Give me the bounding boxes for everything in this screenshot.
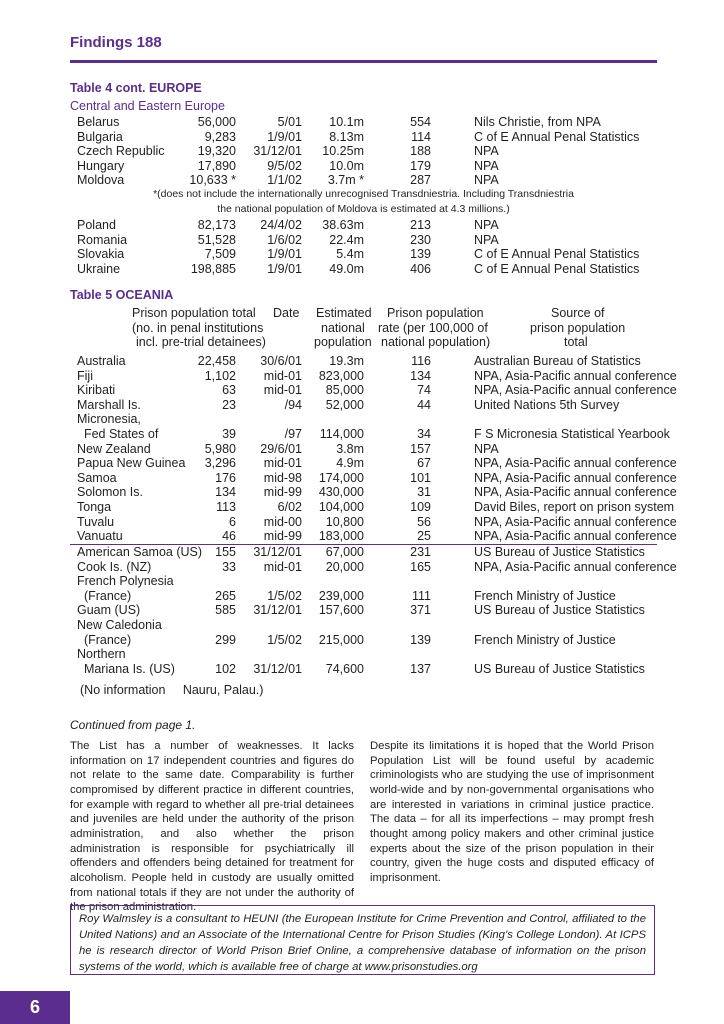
cell-rate: 109	[410, 499, 431, 514]
table5-no-info: (No information Nauru, Palau.)	[80, 683, 264, 697]
cell-date: 1/9/01	[267, 247, 302, 262]
table4-rows-a	[0, 115, 724, 188]
header-nat-3: population	[314, 335, 372, 350]
table-row	[0, 471, 724, 486]
header-pop-1: Prison population total	[132, 306, 256, 320]
table-row	[0, 589, 724, 604]
article-right-column: Despite its limitations it is hoped that the World Prison Population List will be found useful by academic criminologists who are studying the use of imprisonment world-wide and by non-governmental organisations who are interested in variations in criminal justice practice. The data – for all its imperfections – may prompt fresh thought among policy makers and other criminal justice experts about the size of the prison population in their country, given the huge costs and disputed efficacy of imprisonment.	[370, 740, 654, 884]
table-row	[0, 500, 724, 515]
cell-rate: 139	[410, 632, 431, 647]
cell-date: 31/12/01	[253, 144, 302, 159]
cell-nat: 8.13m	[329, 129, 364, 144]
cell-rate: 134	[410, 368, 431, 383]
table5-title: Table 5 OCEANIA	[70, 288, 174, 302]
table-row	[0, 633, 724, 648]
cell-nat: 10.25m	[322, 144, 364, 159]
cell-date: 30/6/01	[260, 354, 302, 368]
table-row	[0, 247, 724, 262]
cell-country: (France)	[77, 632, 132, 647]
cell-rate: 114	[411, 129, 431, 144]
table4-note-2: the national population of Moldova is estimated at 4.3 millions.)	[217, 203, 510, 215]
cell-date: mid-98	[263, 470, 302, 485]
table-row	[0, 233, 724, 248]
cell-date: 31/12/01	[253, 603, 302, 618]
cell-source: NPA, Asia-Pacific annual conference	[474, 514, 677, 529]
cell-nat: 52,000	[325, 397, 364, 412]
table-row	[0, 456, 724, 471]
header-pop-3: incl. pre-trial detainees)	[136, 335, 266, 350]
cell-country: Poland	[77, 218, 116, 232]
cell-rate: 230	[410, 232, 431, 247]
table4-rows-b	[0, 218, 724, 276]
cell-source: NPA	[474, 232, 499, 247]
table-row	[0, 398, 724, 413]
cell-rate: 231	[410, 545, 431, 559]
cell-nat: 215,000	[318, 632, 364, 647]
cell-pop: 585	[215, 603, 236, 618]
cell-nat: 430,000	[318, 485, 364, 500]
cell-rate: 165	[410, 559, 431, 574]
running-header: Findings 188	[70, 34, 162, 51]
cell-country: Cook Is. (NZ)	[77, 559, 152, 574]
table-row	[0, 603, 724, 618]
cell-pop: 1,102	[204, 368, 236, 383]
cell-source: NPA	[474, 218, 499, 232]
cell-pop: 33	[222, 559, 236, 574]
header-src-3: total	[564, 335, 588, 350]
cell-pop: 198,885	[190, 261, 236, 276]
cell-country: Northern	[77, 647, 126, 662]
cell-rate: 137	[410, 661, 431, 676]
table-row	[0, 159, 724, 174]
cell-nat: 174,000	[318, 470, 364, 485]
table-row	[0, 560, 724, 575]
header-src-1: Source of	[551, 306, 605, 320]
cell-country: Bulgaria	[77, 129, 123, 144]
header-src-2: prison population	[530, 320, 626, 335]
table4-title: Table 4 cont. EUROPE	[70, 81, 202, 95]
cell-source: NPA, Asia-Pacific annual conference	[474, 559, 677, 574]
cell-pop: 10,633 *	[189, 173, 236, 188]
cell-source: C of E Annual Penal Statistics	[474, 261, 640, 276]
cell-pop: 63	[222, 383, 236, 398]
table-row	[0, 442, 724, 457]
cell-country: Slovakia	[77, 247, 125, 262]
cell-rate: 406	[410, 261, 431, 276]
table-row	[0, 618, 724, 633]
cell-rate: 554	[410, 115, 431, 129]
cell-date: mid-00	[263, 514, 302, 529]
cell-rate: 44	[417, 397, 431, 412]
cell-nat: 67,000	[325, 545, 364, 559]
cell-nat: 22.4m	[329, 232, 364, 247]
cell-nat: 5.4m	[336, 247, 364, 262]
cell-source: Nils Christie, from NPA	[474, 115, 601, 129]
cell-pop: 82,173	[197, 218, 236, 232]
cell-country: American Samoa (US)	[77, 545, 203, 559]
cell-pop: 51,528	[197, 232, 236, 247]
cell-nat: 19.3m	[329, 354, 364, 368]
cell-nat: 85,000	[325, 383, 364, 398]
cell-pop: 17,890	[197, 158, 236, 173]
cell-pop: 299	[215, 632, 236, 647]
cell-date: mid-99	[263, 485, 302, 500]
cell-pop: 46	[222, 529, 236, 544]
cell-nat: 20,000	[325, 559, 364, 574]
cell-country: French Polynesia	[77, 574, 174, 589]
table-row	[0, 412, 724, 427]
cell-country: Hungary	[77, 158, 125, 173]
cell-pop: 23	[222, 397, 236, 412]
cell-source: US Bureau of Justice Statistics	[474, 661, 645, 676]
cell-source: NPA	[474, 158, 499, 173]
author-bio-box: Roy Walmsley is a consultant to HEUNI (the European Institute for Crime Prevention and Control, affiliated to the United Nations) and an Associate of the International Centre for Prison Studies (King’s College London). At ICPS he is research director of World Prison Brief Online, a comprehensive database of information on the prison systems of the world, which is available free of charge at www.prisonstudies.org	[70, 905, 655, 975]
cell-nat: 38.63m	[322, 218, 364, 232]
cell-source: F S Micronesia Statistical Yearbook	[474, 426, 670, 441]
cell-date: /97	[284, 426, 302, 441]
cell-source: NPA, Asia-Pacific annual conference	[474, 383, 677, 398]
cell-country: Kiribati	[77, 383, 116, 398]
cell-date: 1/9/01	[267, 261, 302, 276]
cell-nat: 3.8m	[336, 441, 364, 456]
cell-rate: 74	[417, 383, 431, 398]
cell-country: Fed States of	[77, 426, 159, 441]
cell-pop: 19,320	[197, 144, 236, 159]
cell-country: Fiji	[77, 368, 93, 383]
cell-date: mid-01	[263, 368, 302, 383]
cell-nat: 823,000	[318, 368, 364, 383]
cell-pop: 102	[215, 661, 236, 676]
cell-pop: 134	[215, 485, 236, 500]
cell-pop: 5,980	[204, 441, 236, 456]
header-rate-1: Prison population	[387, 306, 484, 320]
cell-source: French Ministry of Justice	[474, 632, 616, 647]
cell-rate: 34	[417, 426, 431, 441]
cell-pop: 7,509	[204, 247, 236, 262]
cell-country: Czech Republic	[77, 144, 165, 159]
cell-date: 24/4/02	[260, 218, 302, 232]
table-row	[0, 262, 724, 277]
table-row	[0, 383, 724, 398]
cell-source: NPA	[474, 144, 499, 159]
table-row	[0, 115, 724, 130]
cell-date: 1/9/01	[267, 129, 302, 144]
table-row	[0, 130, 724, 145]
header-pop-2: (no. in penal institutions	[132, 320, 264, 335]
cell-source: NPA, Asia-Pacific annual conference	[474, 529, 677, 544]
cell-date: 29/6/01	[260, 441, 302, 456]
cell-country: Papua New Guinea	[77, 456, 186, 471]
cell-nat: 4.9m	[336, 456, 364, 471]
cell-rate: 287	[410, 173, 431, 188]
cell-rate: 139	[410, 247, 431, 262]
cell-source: NPA, Asia-Pacific annual conference	[474, 470, 677, 485]
cell-source: NPA, Asia-Pacific annual conference	[474, 485, 677, 500]
cell-source: US Bureau of Justice Statistics	[474, 603, 645, 618]
cell-date: 1/1/02	[267, 173, 302, 188]
table-row	[0, 515, 724, 530]
cell-date: 1/5/02	[267, 632, 302, 647]
cell-nat: 10,800	[325, 514, 364, 529]
cell-nat: 104,000	[318, 499, 364, 514]
cell-source: David Biles, report on prison system	[474, 499, 675, 514]
cell-country: Belarus	[77, 115, 120, 129]
table4-region: Central and Eastern Europe	[70, 99, 225, 113]
cell-rate: 101	[410, 470, 431, 485]
cell-source: United Nations 5th Survey	[474, 397, 620, 412]
header-rate-2: rate (per 100,000 of	[378, 320, 488, 335]
table-row	[0, 354, 724, 369]
table-row	[0, 173, 724, 188]
cell-country: New Zealand	[77, 441, 151, 456]
cell-rate: 67	[417, 456, 431, 471]
cell-rate: 157	[410, 441, 431, 456]
cell-pop: 9,283	[204, 129, 236, 144]
cell-source: Australian Bureau of Statistics	[474, 354, 641, 368]
cell-source: French Ministry of Justice	[474, 588, 616, 603]
table-row	[0, 574, 724, 589]
table5-rows-b	[0, 545, 724, 676]
cell-date: 5/01	[277, 115, 302, 129]
cell-country: Mariana Is. (US)	[77, 661, 175, 676]
cell-date: 31/12/01	[253, 661, 302, 676]
cell-date: mid-01	[263, 559, 302, 574]
table4-note-1: *(does not include the internationally unrecognised Transdniestria. Including Transdniestria	[153, 188, 574, 200]
cell-nat: 157,600	[318, 603, 364, 618]
cell-date: 9/5/02	[267, 158, 302, 173]
table-row	[0, 369, 724, 384]
cell-source: NPA	[474, 173, 499, 188]
table-row	[0, 545, 724, 560]
cell-source: NPA	[474, 441, 499, 456]
header-rule	[70, 60, 657, 63]
header-nat-2: national	[321, 320, 365, 335]
cell-country: Marshall Is.	[77, 397, 141, 412]
cell-date: mid-99	[263, 529, 302, 544]
cell-pop: 113	[216, 499, 236, 514]
cell-rate: 31	[417, 485, 431, 500]
cell-country: Guam (US)	[77, 603, 141, 618]
continued-note: Continued from page 1.	[70, 718, 196, 732]
header-rate-3: national population)	[381, 335, 491, 350]
cell-country: New Caledonia	[77, 617, 162, 632]
cell-country: Ukraine	[77, 261, 121, 276]
cell-pop: 155	[215, 545, 236, 559]
cell-country: Tuvalu	[77, 514, 115, 529]
table-row	[0, 485, 724, 500]
cell-nat: 74,600	[325, 661, 364, 676]
cell-country: Micronesia,	[77, 412, 141, 427]
table-row	[0, 662, 724, 677]
table-row	[0, 218, 724, 233]
cell-pop: 265	[215, 588, 236, 603]
cell-rate: 56	[417, 514, 431, 529]
cell-country: Vanuatu	[77, 529, 123, 544]
cell-pop: 3,296	[204, 456, 236, 471]
cell-rate: 188	[410, 144, 431, 159]
cell-country: Romania	[77, 232, 128, 247]
cell-source: US Bureau of Justice Statistics	[474, 545, 645, 559]
table5-rows-a	[0, 354, 724, 544]
cell-date: 1/5/02	[267, 588, 302, 603]
cell-date: 31/12/01	[253, 545, 302, 559]
cell-source: NPA, Asia-Pacific annual conference	[474, 368, 677, 383]
cell-country: Australia	[77, 354, 126, 368]
cell-nat: 49.0m	[329, 261, 364, 276]
cell-country: Samoa	[77, 470, 117, 485]
cell-rate: 371	[410, 603, 431, 618]
cell-source: NPA, Asia-Pacific annual conference	[474, 456, 677, 471]
cell-date: mid-01	[263, 383, 302, 398]
cell-rate: 179	[410, 158, 431, 173]
cell-pop: 6	[229, 514, 236, 529]
header-date: Date	[273, 306, 300, 320]
cell-nat: 114,000	[319, 426, 364, 441]
cell-nat: 10.0m	[329, 158, 364, 173]
cell-country: Moldova	[77, 173, 125, 188]
header-nat-1: Estimated	[316, 306, 372, 320]
article-left-column: The List has a number of weaknesses. It lacks information on 17 independent countries and figures do not relate to the same date. Comparability is further compromised by different practice in different countries, for example with regard to whether all pre-trial detainees and juveniles are held under the authority of the prison administration, and also whether the prison administration is responsible for psychiatrically ill offenders and offenders being detained for treatment for alcoholism. People held in custody are usually omitted from national totals if they are not under the authority of the prison administration.	[70, 740, 354, 914]
cell-nat: 183,000	[318, 529, 364, 544]
cell-country: (France)	[77, 588, 132, 603]
cell-nat: 239,000	[318, 588, 364, 603]
cell-source: C of E Annual Penal Statistics	[474, 129, 640, 144]
cell-pop: 56,000	[197, 115, 236, 129]
cell-nat: 3.7m *	[327, 173, 364, 188]
cell-country: Tonga	[77, 499, 112, 514]
cell-nat: 10.1m	[329, 115, 364, 129]
cell-rate: 25	[417, 529, 431, 544]
cell-pop: 22,458	[197, 354, 236, 368]
table-row	[0, 144, 724, 159]
cell-pop: 39	[222, 426, 236, 441]
page-number: 6	[0, 991, 70, 1024]
cell-rate: 116	[411, 354, 431, 368]
cell-rate: 111	[411, 588, 431, 603]
table-row	[0, 529, 724, 544]
table-row	[0, 647, 724, 662]
cell-source: C of E Annual Penal Statistics	[474, 247, 640, 262]
cell-date: /94	[284, 397, 302, 412]
cell-rate: 213	[410, 218, 431, 232]
cell-pop: 176	[215, 470, 236, 485]
cell-country: Solomon Is.	[77, 485, 144, 500]
cell-date: 1/6/02	[267, 232, 302, 247]
cell-date: mid-01	[263, 456, 302, 471]
table-row	[0, 427, 724, 442]
cell-date: 6/02	[277, 499, 302, 514]
